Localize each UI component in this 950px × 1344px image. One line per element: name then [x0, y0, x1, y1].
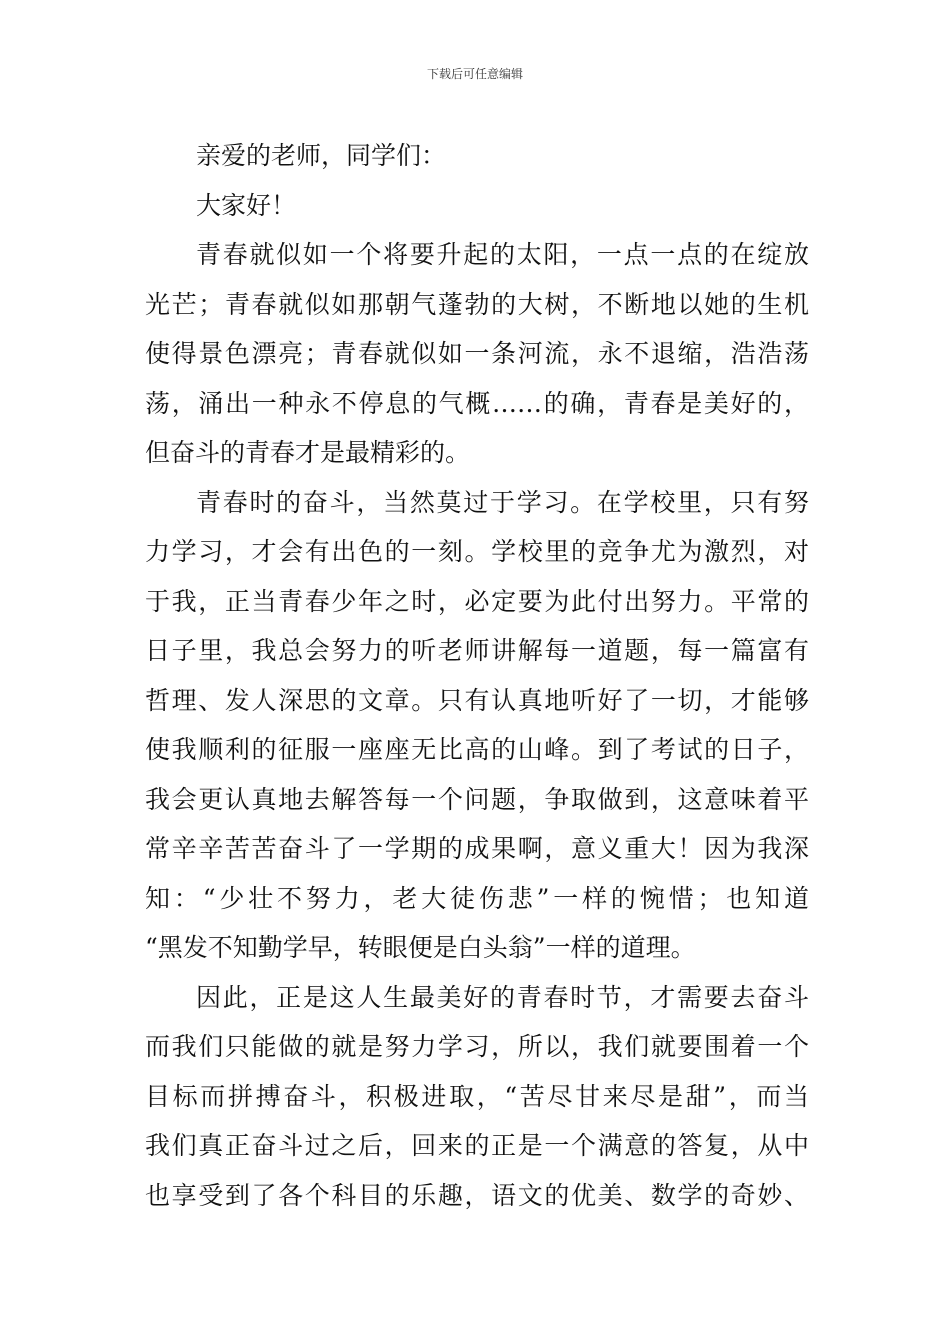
paragraph-1-line-5: 但奋斗的青春才是最精彩的。 — [145, 438, 471, 467]
paragraph-2-line-3: 于我，正当青春少年之时，必定要为此付出努力。平常的 — [145, 586, 809, 616]
paragraph-2-line-6: 使我顺利的征服一座座无比高的山峰。到了考试的日子， — [145, 735, 809, 764]
paragraph-1-line-4: 荡，涌出一种永不停息的气概……的确，青春是美好的， — [145, 388, 809, 418]
paragraph-2-line-4: 日子里，我总会努力的听老师讲解每一道题，每一篇富有 — [145, 636, 809, 665]
document-body — [145, 131, 809, 1220]
paragraph-2-line-5: 哲理、发人深思的文章。只有认真地听好了一切，才能够 — [145, 685, 809, 715]
paragraph-3-line-5: 也享受到了各个科目的乐趣，语文的优美、数学的奇妙、 — [145, 1180, 809, 1210]
paragraph-3-line-3: 目标而拼搏奋斗，积极进取，“苦尽甘来尽是甜”，而当 — [145, 1081, 809, 1111]
paragraph-1-line-2: 光芒；青春就似如那朝气蓬勃的大树，不断地以她的生机 — [145, 289, 809, 319]
paragraph-1-line-3: 使得景色漂亮；青春就似如一条河流，永不退缩，浩浩荡 — [145, 339, 809, 368]
paragraph-2-line-10: “黑发不知勤学早，转眼便是白头翁”一样的道理。 — [145, 933, 696, 962]
paragraph-2-line-1: 青春时的奋斗，当然莫过于学习。在学校里，只有努 — [196, 487, 809, 517]
salutation-line: 亲爱的老师，同学们： — [196, 141, 447, 170]
page-header-note: 下载后可任意编辑 — [426, 67, 523, 81]
paragraph-2-line-7: 我会更认真地去解答每一个问题，争取做到，这意味着平 — [145, 784, 809, 814]
paragraph-2-line-2: 力学习，才会有出色的一刻。学校里的竞争尤为激烈，对 — [145, 537, 809, 566]
paragraph-2-line-9: 知：“少壮不努力，老大徒伤悲”一样的惋惜；也知道 — [145, 883, 809, 913]
greeting-line: 大家好！ — [196, 190, 297, 220]
paragraph-2-line-8: 常辛辛苦苦奋斗了一学期的成果啊，意义重大！因为我深 — [145, 834, 809, 863]
paragraph-3-line-1: 因此，正是这人生最美好的青春时节，才需要去奋斗 — [196, 982, 809, 1012]
paragraph-3-line-4: 我们真正奋斗过之后，回来的正是一个满意的答复，从中 — [145, 1131, 809, 1160]
paragraph-3-line-2: 而我们只能做的就是努力学习，所以，我们就要围着一个 — [145, 1032, 809, 1061]
paragraph-1-line-1: 青春就似如一个将要升起的太阳，一点一点的在绽放 — [196, 240, 809, 269]
